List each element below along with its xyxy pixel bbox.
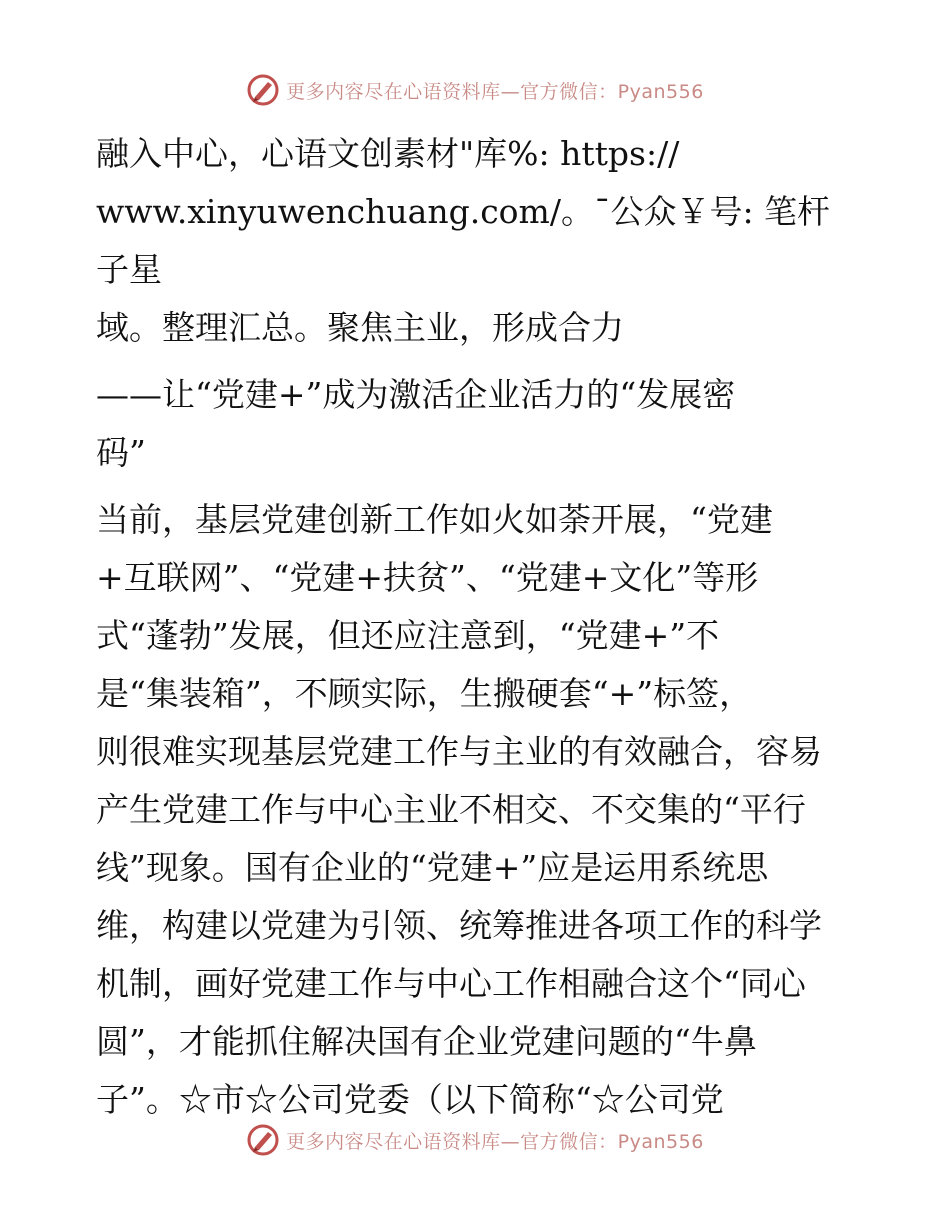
text-line: 是“集装箱”，不顾实际，生搬硬套“+”标签，: [96, 674, 753, 713]
text-line: 码”: [96, 433, 146, 472]
footer-watermark-text: 更多内容尽在心语资料库—官方微信：Pyan556: [286, 1130, 704, 1153]
pen-logo-icon: [246, 73, 280, 107]
text-line: 线”现象。国有企业的“党建+”应是运用系统思: [96, 848, 769, 887]
pen-logo-icon: [246, 1123, 280, 1157]
body-paragraph: [96, 491, 856, 1129]
text-line: ——让“党建+”成为激活企业活力的“发展密: [96, 375, 736, 414]
header-watermark: [0, 70, 950, 110]
document-body: [96, 125, 856, 1138]
text-line: 则很难实现基层党建工作与主业的有效融合，容易: [96, 732, 822, 771]
text-line: 融入中心，心语文创素材"库%: https://: [96, 134, 680, 173]
text-line: www.xinyuwenchuang.com/。¯公众￥号: 笔杆子星: [96, 192, 831, 289]
text-line: 域。整理汇总。聚焦主业，形成合力: [96, 308, 624, 347]
subtitle-paragraph: [96, 366, 856, 482]
text-line: 当前，基层党建创新工作如火如荼开展，“党建: [96, 500, 773, 539]
text-line: 产生党建工作与中心主业不相交、不交集的“平行: [96, 790, 806, 829]
text-line: 维，构建以党建为引领、统筹推进各项工作的科学: [96, 906, 822, 945]
text-line: 机制，画好党建工作与中心工作相融合这个“同心: [96, 964, 806, 1003]
header-watermark-text: 更多内容尽在心语资料库—官方微信：Pyan556: [286, 80, 704, 103]
text-line: 圆”，才能抓住解决国有企业党建问题的“牛鼻: [96, 1022, 757, 1061]
text-line: 式“蓬勃”发展，但还应注意到，“党建+”不: [96, 616, 720, 655]
footer-watermark: [0, 1120, 950, 1160]
intro-paragraph: [96, 125, 856, 357]
text-line: 子”。☆市☆公司党委（以下简称“☆公司党: [96, 1080, 724, 1119]
text-line: +互联网”、“党建+扶贫”、“党建+文化”等形: [96, 558, 759, 597]
